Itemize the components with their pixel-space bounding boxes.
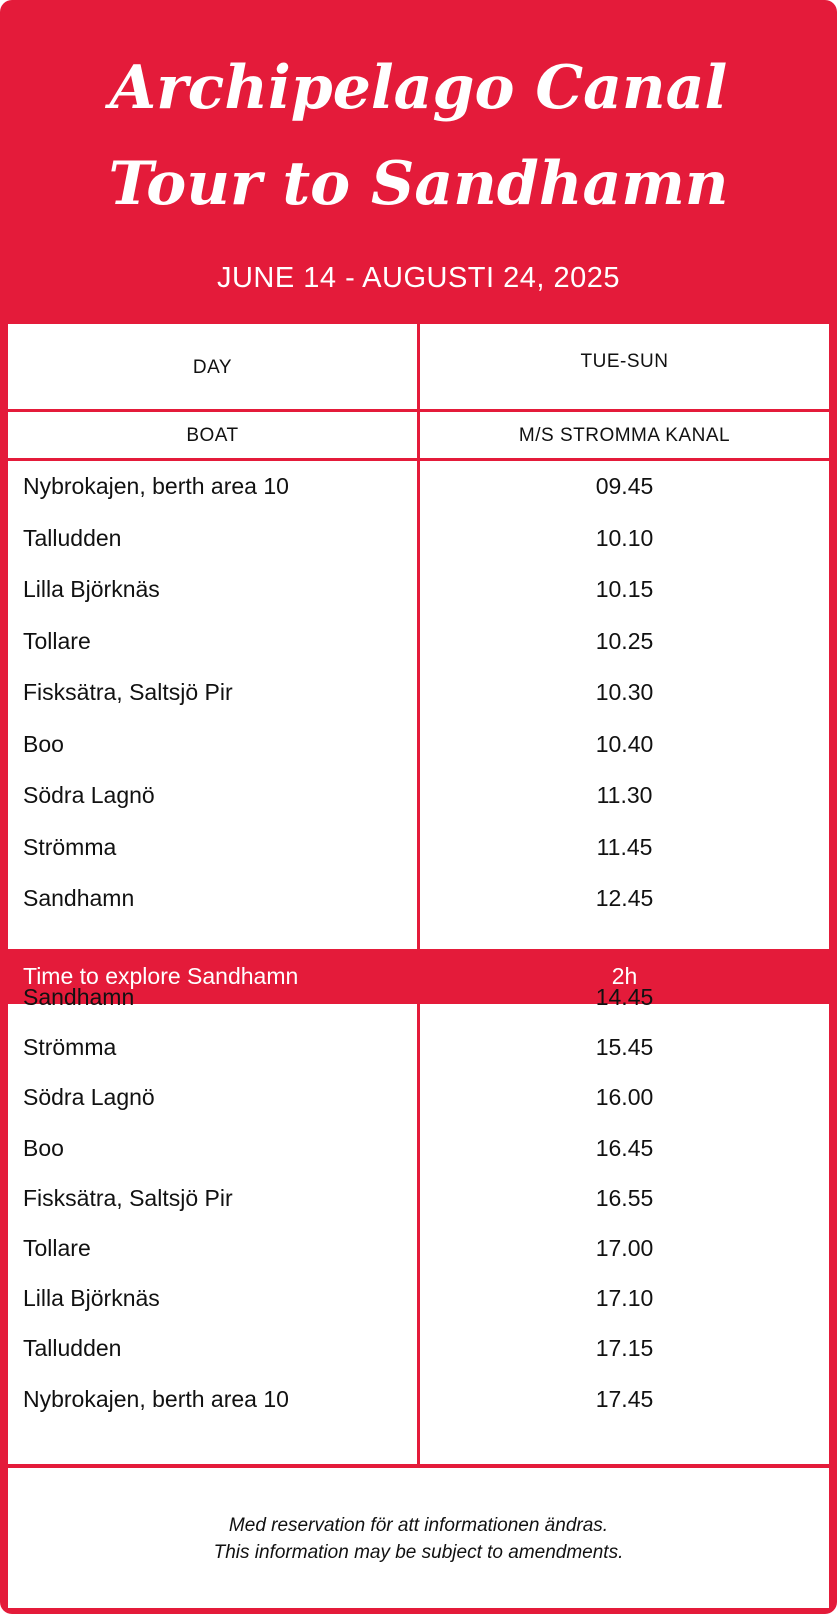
day-value: TUE-SUN	[580, 351, 669, 372]
timetable-header	[0, 0, 837, 322]
departure-time: 17.45	[595, 1385, 654, 1412]
departure-time: 16.55	[595, 1184, 654, 1211]
stop-name: Lilla Björknäs	[23, 1285, 160, 1312]
stop-name: Sandhamn	[23, 984, 135, 1010]
departure-time: 10.25	[595, 627, 654, 654]
stop-name: Tollare	[23, 1235, 91, 1261]
boat-value: M/S STROMMA KANAL	[518, 425, 731, 446]
departure-time: 12.45	[595, 885, 654, 911]
explore-duration: 2h	[611, 963, 638, 989]
departure-time: 15.45	[595, 1034, 654, 1061]
departure-time: 10.30	[595, 679, 654, 705]
departure-time: 14.45	[595, 984, 654, 1010]
stop-name: Sandhamn	[23, 885, 135, 911]
footer-divider	[8, 1464, 829, 1468]
day-label: DAY	[192, 357, 233, 378]
timetable-table	[8, 324, 829, 1608]
stop-name: Fisksätra, Saltsjö Pir	[23, 679, 233, 705]
departure-time: 17.00	[595, 1235, 654, 1261]
stop-name: Strömma	[23, 833, 117, 860]
disclaimer-english: This information may be subject to amendments.	[213, 1542, 624, 1563]
departure-time: 11.30	[596, 782, 653, 808]
departure-time: 10.10	[595, 524, 654, 551]
departure-time: 10.40	[595, 730, 654, 757]
stop-name: Talludden	[23, 524, 122, 551]
disclaimer-note	[8, 1512, 829, 1566]
stop-name: Södra Lagnö	[23, 1084, 155, 1111]
departure-time: 10.15	[595, 576, 654, 602]
stop-name: Boo	[23, 730, 64, 757]
departure-time: 17.15	[595, 1335, 654, 1362]
departure-time: 17.10	[595, 1285, 654, 1312]
stop-name: Strömma	[23, 1034, 117, 1061]
disclaimer-swedish: Med reservation för att informationen ändras.	[228, 1515, 609, 1536]
explore-label: Time to explore Sandhamn	[23, 963, 299, 989]
stop-name: Fisksätra, Saltsjö Pir	[23, 1184, 233, 1211]
stop-name: Boo	[23, 1134, 64, 1161]
season-dates: JUNE 14 - AUGUSTI 24, 2025	[216, 262, 621, 294]
row-divider	[8, 409, 829, 412]
page-title: Archipelago Canal Tour to Sandhamn	[108, 53, 729, 219]
boat-label: BOAT	[186, 425, 239, 446]
stop-name: Södra Lagnö	[23, 782, 155, 808]
stop-name: Talludden	[23, 1335, 122, 1362]
departure-time: 09.45	[595, 473, 654, 499]
stop-name: Nybrokajen, berth area 10	[23, 1385, 289, 1412]
departure-time: 11.45	[596, 833, 653, 860]
stop-name: Nybrokajen, berth area 10	[23, 473, 289, 499]
departure-time: 16.00	[595, 1084, 654, 1111]
stop-name: Lilla Björknäs	[23, 576, 160, 602]
row-divider	[8, 458, 829, 461]
stop-name: Tollare	[23, 627, 91, 654]
departure-time: 16.45	[595, 1134, 654, 1161]
